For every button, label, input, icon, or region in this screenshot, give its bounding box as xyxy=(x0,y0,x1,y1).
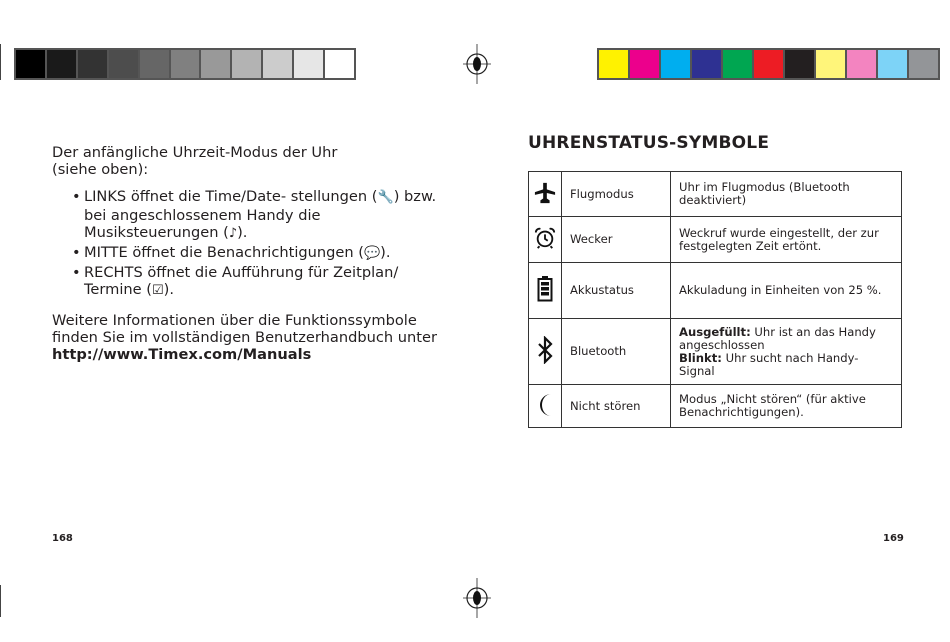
color-swatch xyxy=(878,50,907,78)
color-swatch xyxy=(816,50,845,78)
color-swatch xyxy=(754,50,783,78)
crop-mark xyxy=(0,585,1,617)
symbol-name: Nicht stören xyxy=(562,385,671,428)
color-swatch xyxy=(232,50,261,78)
bullet-text: ). xyxy=(237,223,248,241)
intro-line: (siehe oben): xyxy=(52,161,149,179)
bullet-text: MITTE öffnet die Benachrichtigungen ( xyxy=(84,244,364,262)
color-swatch xyxy=(785,50,814,78)
color-swatch xyxy=(140,50,169,78)
table-row xyxy=(529,217,902,263)
symbol-description xyxy=(671,319,902,385)
section-heading: UHRENSTATUS-SYMBOLE xyxy=(528,133,770,153)
color-swatch xyxy=(201,50,230,78)
bullet-text: LINKS öffnet die Time/Date- stellungen ( xyxy=(84,188,378,206)
registration-mark-icon xyxy=(457,578,497,618)
color-swatch xyxy=(661,50,690,78)
process-color-bar xyxy=(597,48,940,80)
color-swatch xyxy=(847,50,876,78)
checklist-icon: ☑ xyxy=(152,283,164,299)
more-info-text: Weitere Informationen über die Funktionssymbole finden Sie im vollständigen Benutzerhandbuch unter xyxy=(52,311,437,346)
table-row xyxy=(529,263,902,319)
state-label: Ausgefüllt: xyxy=(679,324,751,339)
symbol-description: Akkuladung in Einheiten von 25 %. xyxy=(671,263,902,319)
state-text: Uhr ist an das Handy angeschlossen xyxy=(679,324,876,352)
color-swatch xyxy=(171,50,200,78)
color-swatch xyxy=(630,50,659,78)
color-swatch xyxy=(263,50,292,78)
wrench-icon: 🔧 xyxy=(377,190,394,206)
bullet-text: ). xyxy=(380,244,391,262)
symbol-name: Akkustatus xyxy=(562,263,671,319)
bullet-text: ). xyxy=(163,281,174,299)
symbol-description: Weckruf wurde eingestellt, der zur festgelegten Zeit ertönt. xyxy=(671,217,902,263)
bullet-text: RECHTS öffnet die Aufführung für Zeitplan/ Termine ( xyxy=(84,264,399,299)
crop-mark xyxy=(0,44,1,80)
battery-icon xyxy=(529,263,562,319)
status-symbols-table xyxy=(528,171,902,428)
bluetooth-icon xyxy=(529,319,562,385)
button-list xyxy=(52,188,452,299)
chat-bubble-icon: 💬 xyxy=(363,246,381,262)
airplane-icon xyxy=(529,172,562,217)
state-text: Uhr sucht nach Handy-Signal xyxy=(679,350,859,378)
page-number: 169 xyxy=(883,533,904,544)
symbol-description: Modus „Nicht stören“ (für aktive Benachrichtigungen). xyxy=(671,385,902,428)
symbol-name: Flugmodus xyxy=(562,172,671,217)
music-note-icon: ♪ xyxy=(228,225,238,241)
list-item xyxy=(72,188,452,242)
color-swatch xyxy=(294,50,323,78)
symbol-name: Bluetooth xyxy=(562,319,671,385)
color-swatch xyxy=(47,50,76,78)
registration-mark-icon xyxy=(457,44,497,84)
manuals-link[interactable]: http://www.Timex.com/Manuals xyxy=(52,346,312,364)
grayscale-color-bar xyxy=(14,48,356,80)
color-swatch xyxy=(78,50,107,78)
intro xyxy=(52,144,452,178)
color-swatch xyxy=(325,50,354,78)
left-page-text xyxy=(52,144,452,373)
state-label: Blinkt: xyxy=(679,350,722,365)
list-item xyxy=(72,264,452,299)
more-info xyxy=(52,312,452,364)
color-swatch xyxy=(599,50,628,78)
list-item xyxy=(72,244,452,262)
table-row xyxy=(529,319,902,385)
page-number: 168 xyxy=(52,533,73,544)
bullet-text: ) bzw. bei angeschlossenem Handy die Musiksteuerungen ( xyxy=(84,188,437,241)
symbol-name: Wecker xyxy=(562,217,671,263)
alarm-clock-icon xyxy=(529,217,562,263)
table-row xyxy=(529,385,902,428)
color-swatch xyxy=(16,50,45,78)
color-swatch xyxy=(109,50,138,78)
color-swatch xyxy=(909,50,938,78)
color-swatch xyxy=(723,50,752,78)
symbol-description: Uhr im Flugmodus (Bluetooth deaktiviert) xyxy=(671,172,902,217)
table-row xyxy=(529,172,902,217)
intro-line: Der anfängliche Uhrzeit-Modus der Uhr xyxy=(52,144,338,161)
color-swatch xyxy=(692,50,721,78)
moon-icon xyxy=(529,385,562,428)
